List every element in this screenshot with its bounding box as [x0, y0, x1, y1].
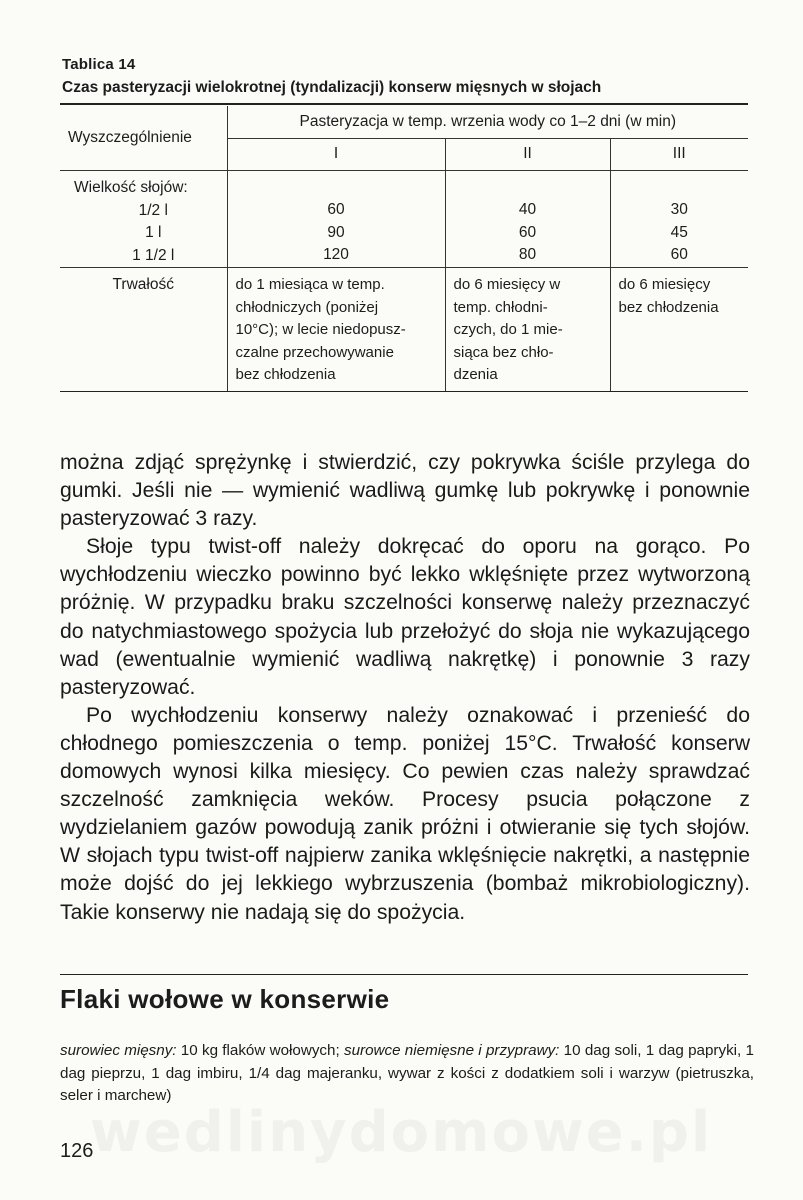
- paragraph: można zdjąć sprężynkę i stwierdzić, czy pokrywka ściśle przylega do gumki. Jeśli nie — wymienić wadliwą gumkę lub pokrywkę i ponownie pasteryzować 3 razy.: [60, 451, 750, 531]
- paragraph: Po wychłodzeniu konserwy należy oznakować i przenieść do chłodnego pomieszczenia o temp. poniżej 15°C. Trwałość konserw domowych wynosi kilka miesięcy. Co pewien czas należy sprawdzać szczelność zamknięcia weków. Procesy psucia połączone z wydzielaniem gazów powodują zanik próżni i otwieranie się tych słojów. W słojach typu twist-off najpierw zanika wklęśnięcie nakrętki, a następnie może dojść do jej lekkiego wybrzuszenia (bombaż mikrobiologiczny). Takie konserwy nie nadają się do spożycia.: [60, 703, 750, 924]
- column-header: III: [610, 139, 748, 171]
- paragraph: Słoje typu twist-off należy dokręcać do oporu na gorąco. Po wychłodzeniu wieczko powinno być lekko wklęśnięte przez wytworzoną próżnię. W przypadku braku szczelności konserwę należy przeznaczyć do natychmiastowego spożycia lub przełożyć do słoja nie wykazującego wad (ewentualnie wymienić wadliwą nakrętkę) i ponownie 3 razy pasteryzować.: [60, 535, 750, 699]
- jar-size-cell: [60, 171, 227, 268]
- table-cell: 45: [670, 223, 688, 241]
- durability-col-2: [445, 268, 610, 392]
- table-caption: Czas pasteryzacji wielokrotnej (tyndalizacji) konserw mięsnych w słojach: [62, 79, 602, 96]
- jar-size-label: Wielkość słojów:: [74, 179, 188, 196]
- recipe-label-spices: surowce niemięsne i przyprawy:: [343, 1042, 560, 1059]
- durability-line: czych, do 1 mie-: [453, 321, 563, 338]
- table-cell: 40: [518, 201, 537, 218]
- durability-line: do 6 miesięcy w: [453, 276, 561, 293]
- watermark: wedlinydomowe.pl: [90, 1100, 713, 1165]
- durability-line: do 6 miesięcy: [618, 276, 711, 293]
- column-header: I: [227, 139, 445, 171]
- recipe-text-meat: 10 kg flaków wołowych;: [176, 1042, 344, 1059]
- durability-line: chłodniczych (poniżej: [235, 298, 379, 316]
- jar-size: 1 1/2 l: [132, 246, 175, 264]
- pasteurization-table: [60, 106, 748, 392]
- table-top-rule: [60, 103, 748, 105]
- durability-line: temp. chłodni-: [453, 298, 548, 316]
- table-cell: 60: [518, 223, 537, 241]
- durability-line: dzenia: [453, 366, 498, 383]
- table-label: Tablica 14: [62, 56, 136, 73]
- recipe-ingredients: [60, 1040, 754, 1108]
- col-2-values: [445, 171, 610, 268]
- table-cell: 30: [670, 201, 688, 218]
- section-title: Flaki wołowe w konserwie: [60, 984, 390, 1014]
- table-cell: 80: [518, 246, 537, 263]
- column-header: II: [445, 139, 610, 171]
- table-cell: 60: [327, 201, 345, 218]
- jar-size: 1/2 l: [138, 201, 168, 219]
- durability-line: bez chłodzenia: [618, 298, 719, 316]
- table-cell: 120: [323, 246, 349, 263]
- recipe-label-meat: surowiec mięsny:: [60, 1042, 177, 1059]
- col-1-values: [227, 171, 445, 268]
- durability-col-3: [610, 268, 748, 392]
- section-rule: [60, 974, 748, 975]
- body-text: [60, 449, 750, 927]
- row-header-label: Wyszczególnienie: [60, 106, 227, 171]
- col-3-values: [610, 171, 748, 268]
- durability-label: Trwałość: [60, 268, 227, 392]
- page-number: 126: [60, 1140, 94, 1162]
- durability-line: do 1 miesiąca w temp.: [235, 276, 385, 293]
- durability-line: bez chłodzenia: [235, 366, 336, 383]
- durability-line: czalne przechowywanie: [235, 343, 394, 361]
- group-header: Pasteryzacja w temp. wrzenia wody co 1–2 dni (w min): [227, 106, 748, 139]
- table-cell: 90: [327, 223, 345, 241]
- table-cell: 60: [670, 246, 688, 263]
- durability-line: siąca bez chło-: [453, 343, 554, 361]
- jar-size: 1 l: [145, 224, 162, 241]
- recipe-text-spices: 10 dag soli, 1 dag papryki, 1 dag pieprzu, 1 dag imbiru, 1/4 dag majeranku, wywar z kości z dodatkiem soli i warzyw (pietruszka, seler i marchew): [60, 1042, 754, 1104]
- durability-line: 10°C); w lecie niedopusz-: [235, 321, 406, 338]
- durability-col-1: [227, 268, 445, 392]
